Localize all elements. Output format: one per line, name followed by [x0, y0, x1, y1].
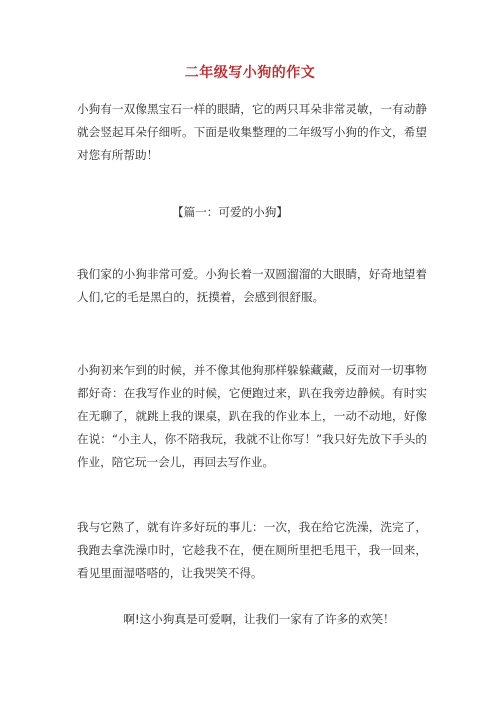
section-heading: 【篇一：可爱的小狗】 [172, 205, 288, 219]
body-paragraph-1: 我们家的小狗非常可爱。小狗长着一双圆溜溜的大眼睛，好奇地望着人们,它的毛是黑白的，抚摸着，会感到很舒服。 [77, 267, 427, 304]
body-paragraph-2: 小狗初来乍到的时候，并不像其他狗那样躲躲藏藏，反而对一切事物都好奇：在我写作业的时候，它便跑过来，趴在我旁边静候。有时实在无聊了，就跳上我的课桌，趴在我的作业本上，一动不动地，好像在说：“小主人，你不陪我玩，我就不让你写！”我只好先放下手头的作业，陪它玩一会儿，再回去写作业。 [77, 363, 427, 469]
document-title: 二年级写小狗的作文 [184, 65, 316, 81]
closing-line: 啊!这小狗真是可爱啊，让我们一家有了许多的欢笑！ [123, 612, 395, 626]
body-paragraph-3: 我与它熟了，就有许多好玩的事儿：一次，我在给它洗澡，洗完了，我跑去拿洗澡巾时，它趁我不在，便在厕所里把毛甩干，我一回来，看见里面湿嗒嗒的，让我哭笑不得。 [77, 520, 427, 580]
intro-paragraph: 小狗有一双像黑宝石一样的眼睛，它的两只耳朵非常灵敏，一有动静就会竖起耳朵仔细听。下面是收集整理的二年级写小狗的作文，希望对您有所帮助！ [77, 102, 427, 162]
